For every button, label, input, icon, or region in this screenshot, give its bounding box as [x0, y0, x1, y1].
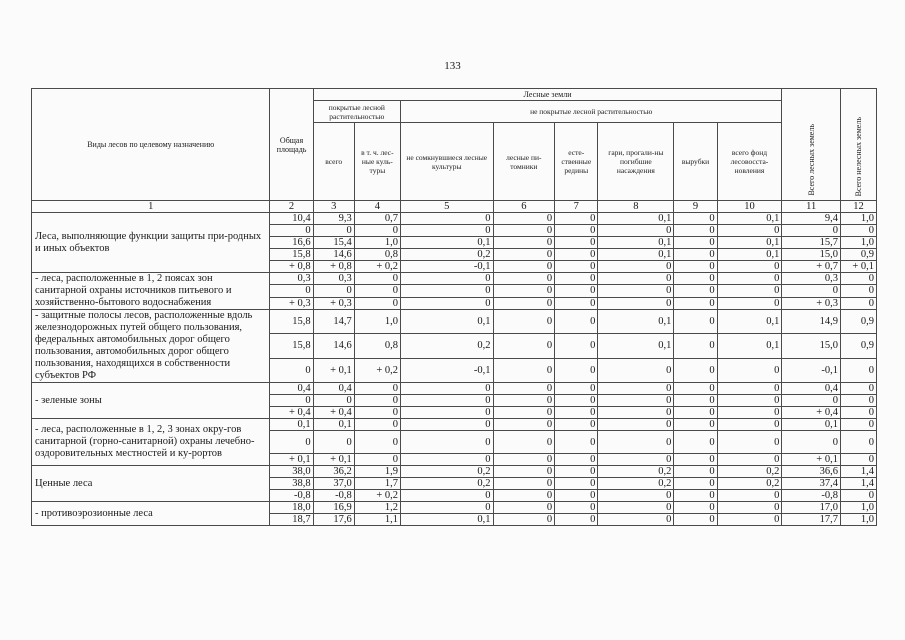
table-cell: 0: [674, 273, 717, 285]
table-cell: + 0,2: [354, 261, 400, 273]
column-number: 4: [354, 201, 400, 213]
table-cell: 17,7: [782, 514, 841, 526]
table-cell: 0: [401, 273, 494, 285]
table-cell: 0: [555, 490, 598, 502]
table-cell: 0: [840, 383, 876, 395]
table-cell: 0: [555, 358, 598, 382]
table-cell: 1,4: [840, 478, 876, 490]
category-label: - защитные полосы лесов, расположенные вдоль железнодорожных путей общего пользования, федеральных автомобильных дорог общего пользования, автомобильных дорог общего пользования, находящихся в собственности субъектов РФ: [32, 310, 270, 383]
table-cell: 0: [555, 237, 598, 249]
table-cell: 0: [717, 502, 782, 514]
table-cell: 17,0: [782, 502, 841, 514]
table-cell: 0: [674, 297, 717, 309]
table-cell: 0: [598, 358, 674, 382]
table-cell: 18,0: [270, 502, 313, 514]
table-cell: 1,2: [354, 502, 400, 514]
table-cell: 0: [598, 285, 674, 297]
header-forest-lands: Лесные земли: [313, 89, 782, 101]
table-cell: 0: [555, 431, 598, 454]
column-number: 7: [555, 201, 598, 213]
table-cell: 10,4: [270, 213, 313, 225]
table-cell: 0: [493, 310, 555, 334]
table-cell: 1,0: [354, 237, 400, 249]
table-cell: + 0,4: [313, 407, 354, 419]
table-cell: 1,0: [840, 502, 876, 514]
table-cell: + 0,2: [354, 490, 400, 502]
table-cell: 0: [354, 297, 400, 309]
table-cell: 0,2: [717, 478, 782, 490]
table-cell: 0: [674, 490, 717, 502]
header-covered-total: всего: [313, 123, 354, 201]
table-cell: 0: [717, 490, 782, 502]
table-cell: 0: [674, 514, 717, 526]
table-cell: -0,8: [782, 490, 841, 502]
table-cell: 0: [674, 334, 717, 358]
column-number: 3: [313, 201, 354, 213]
table-cell: + 0,8: [313, 261, 354, 273]
table-cell: 37,0: [313, 478, 354, 490]
table-cell: + 0,4: [270, 407, 313, 419]
table-cell: + 0,2: [354, 358, 400, 382]
table-cell: 0,1: [401, 514, 494, 526]
table-cell: 0: [674, 454, 717, 466]
forest-lands-table: [31, 88, 877, 526]
column-number: 1: [32, 201, 270, 213]
table-cell: 0: [674, 225, 717, 237]
table-cell: 0: [401, 213, 494, 225]
table-cell: 0: [674, 358, 717, 382]
table-cell: 0,1: [598, 213, 674, 225]
table-cell: 0: [840, 395, 876, 407]
column-number: 8: [598, 201, 674, 213]
table-cell: 15,0: [782, 334, 841, 358]
table-cell: 0: [717, 383, 782, 395]
table-cell: 0: [717, 454, 782, 466]
table-cell: 0: [717, 395, 782, 407]
table-cell: 15,8: [270, 249, 313, 261]
table-cell: 0: [493, 273, 555, 285]
table-cell: 0: [555, 225, 598, 237]
table-cell: 0,1: [401, 310, 494, 334]
table-cell: 0,2: [717, 466, 782, 478]
table-cell: 0: [555, 478, 598, 490]
table-cell: 0: [401, 419, 494, 431]
table-cell: 0: [354, 407, 400, 419]
table-cell: 0: [401, 225, 494, 237]
table-cell: 16,9: [313, 502, 354, 514]
header-nurseries: лесные пи-томники: [493, 123, 555, 201]
table-cell: 0,7: [354, 213, 400, 225]
table-cell: 1,0: [840, 237, 876, 249]
table-cell: 0: [674, 407, 717, 419]
table-cell: 0,1: [598, 237, 674, 249]
table-cell: 0: [674, 431, 717, 454]
table-cell: 9,4: [782, 213, 841, 225]
table-cell: 0: [493, 514, 555, 526]
table-cell: 0: [270, 395, 313, 407]
table-cell: 0: [401, 395, 494, 407]
table-cell: 17,6: [313, 514, 354, 526]
header-glades: есте-ственные редины: [555, 123, 598, 201]
table-cell: 0,1: [717, 334, 782, 358]
table-cell: 0,1: [717, 213, 782, 225]
table-cell: 0: [674, 478, 717, 490]
table-cell: 0,3: [782, 273, 841, 285]
table-cell: 1,0: [840, 514, 876, 526]
column-number: 6: [493, 201, 555, 213]
header-not-covered: не покрытые лесной растительностью: [401, 101, 782, 123]
table-cell: 0: [493, 431, 555, 454]
table-cell: 0: [840, 431, 876, 454]
table-cell: 0,8: [354, 334, 400, 358]
table-cell: -0,1: [401, 261, 494, 273]
table-cell: 14,6: [313, 334, 354, 358]
table-cell: 0,4: [313, 383, 354, 395]
table-cell: 0,1: [782, 419, 841, 431]
table-cell: 0: [717, 285, 782, 297]
table-cell: 15,4: [313, 237, 354, 249]
column-number: 10: [717, 201, 782, 213]
table-cell: 0: [401, 383, 494, 395]
header-type: Виды лесов по целевому назначению: [32, 89, 270, 201]
table-cell: 1,7: [354, 478, 400, 490]
table-row: [32, 466, 877, 478]
table-row: [32, 213, 877, 225]
table-cell: 0,1: [717, 237, 782, 249]
table-cell: 0: [598, 395, 674, 407]
table-cell: 0,9: [840, 310, 876, 334]
table-cell: 0: [555, 502, 598, 514]
table-cell: + 0,3: [782, 297, 841, 309]
table-cell: 0: [493, 358, 555, 382]
table-cell: 0: [717, 431, 782, 454]
table-cell: 0: [354, 419, 400, 431]
table-cell: 0,2: [401, 249, 494, 261]
table-cell: -0,1: [401, 358, 494, 382]
table-cell: 0: [674, 261, 717, 273]
table-cell: 0: [674, 285, 717, 297]
table-cell: 0: [598, 431, 674, 454]
category-label: Ценные леса: [32, 466, 270, 502]
table-cell: 0,2: [401, 466, 494, 478]
table-cell: 0: [555, 466, 598, 478]
header-clearings: вырубки: [674, 123, 717, 201]
table-cell: 0: [493, 502, 555, 514]
table-cell: 0: [493, 383, 555, 395]
table-cell: 0: [840, 225, 876, 237]
table-cell: 0: [840, 297, 876, 309]
table-cell: 0,1: [270, 419, 313, 431]
table-cell: 0: [674, 419, 717, 431]
table-cell: 0,1: [717, 249, 782, 261]
table-cell: 36,6: [782, 466, 841, 478]
header-burnt: гари, прогали-ны погибшие насаждения: [598, 123, 674, 201]
column-number: 2: [270, 201, 313, 213]
table-cell: 0: [270, 285, 313, 297]
table-cell: 0: [598, 490, 674, 502]
table-cell: 0: [354, 431, 400, 454]
table-cell: 0: [555, 249, 598, 261]
table-cell: 0: [598, 454, 674, 466]
table-cell: -0,8: [313, 490, 354, 502]
table-cell: 0,1: [717, 310, 782, 334]
table-body: [32, 201, 877, 526]
table-cell: 0,1: [598, 310, 674, 334]
table-cell: 0: [782, 225, 841, 237]
table-cell: + 0,1: [270, 454, 313, 466]
table-cell: 37,4: [782, 478, 841, 490]
table-cell: 0: [674, 237, 717, 249]
table-cell: 1,0: [354, 310, 400, 334]
table-cell: 38,0: [270, 466, 313, 478]
table-cell: 9,3: [313, 213, 354, 225]
table-cell: 0,1: [401, 237, 494, 249]
table-cell: 0,8: [354, 249, 400, 261]
table-cell: 0: [401, 490, 494, 502]
table-cell: 0: [401, 454, 494, 466]
table-cell: 0: [782, 285, 841, 297]
table-cell: 0: [840, 407, 876, 419]
table-cell: 0,1: [598, 249, 674, 261]
table-cell: 38,8: [270, 478, 313, 490]
table-cell: 0: [717, 514, 782, 526]
table-cell: 1,0: [840, 213, 876, 225]
table-cell: + 0,1: [782, 454, 841, 466]
column-number: 11: [782, 201, 841, 213]
table-cell: 0: [401, 502, 494, 514]
table-cell: 14,7: [313, 310, 354, 334]
table-cell: + 0,3: [270, 297, 313, 309]
table-cell: 0: [674, 383, 717, 395]
column-number: 9: [674, 201, 717, 213]
table-cell: 0,1: [598, 334, 674, 358]
table-cell: + 0,7: [782, 261, 841, 273]
table-cell: 0: [493, 249, 555, 261]
table-cell: 0,2: [598, 478, 674, 490]
table-cell: 1,4: [840, 466, 876, 478]
table-cell: 0: [674, 502, 717, 514]
table-cell: 0,3: [270, 273, 313, 285]
table-cell: 0: [354, 225, 400, 237]
table-cell: 0: [401, 407, 494, 419]
table-cell: 0,4: [270, 383, 313, 395]
table-cell: 0: [313, 431, 354, 454]
table-cell: 0,2: [401, 334, 494, 358]
table-row: [32, 502, 877, 514]
table-cell: 15,8: [270, 310, 313, 334]
table-cell: 0: [555, 419, 598, 431]
table-cell: 0: [401, 297, 494, 309]
table-cell: 0: [598, 273, 674, 285]
header-covered: покрытые лесной растительностью: [313, 101, 400, 123]
table-cell: 0: [354, 454, 400, 466]
table-cell: 0: [555, 285, 598, 297]
table-cell: 0: [674, 466, 717, 478]
table-cell: 0: [555, 514, 598, 526]
table-cell: 15,7: [782, 237, 841, 249]
table-cell: 0: [354, 395, 400, 407]
table-cell: 0: [840, 490, 876, 502]
column-number-row: [32, 201, 877, 213]
table-cell: 0: [674, 395, 717, 407]
category-label: - леса, расположенные в 1, 2 поясах зон санитарной охраны источников питьевого и хозяйственно-бытового водоснабжения: [32, 273, 270, 310]
page-number: 133: [444, 60, 461, 72]
table-cell: 36,2: [313, 466, 354, 478]
category-label: - леса, расположенные в 1, 2, 3 зонах окру-гов санитарной (горно-санитарной) охраны лечебно-оздоровительных местностей и ку-рортов: [32, 419, 270, 466]
table-cell: + 0,1: [840, 261, 876, 273]
table-cell: 0: [493, 261, 555, 273]
category-label: Леса, выполняющие функции защиты при-родных и иных объектов: [32, 213, 270, 273]
table-cell: 15,8: [270, 334, 313, 358]
table-cell: 0: [555, 310, 598, 334]
table-cell: -0,8: [270, 490, 313, 502]
table-cell: 0: [674, 310, 717, 334]
table-cell: 1,9: [354, 466, 400, 478]
table-cell: 0: [493, 395, 555, 407]
table-row: [32, 383, 877, 395]
table-cell: 18,7: [270, 514, 313, 526]
table-cell: 0: [598, 502, 674, 514]
table-cell: 0: [782, 431, 841, 454]
table-cell: + 0,4: [782, 407, 841, 419]
table-cell: 0,2: [401, 478, 494, 490]
table-cell: 0: [270, 225, 313, 237]
table-cell: 0,1: [313, 419, 354, 431]
table-cell: 0: [493, 213, 555, 225]
table-cell: 0,9: [840, 334, 876, 358]
table-cell: 0: [840, 285, 876, 297]
table-cell: 0: [717, 358, 782, 382]
table-cell: 0: [401, 285, 494, 297]
table-cell: 0: [493, 490, 555, 502]
table-cell: 0: [840, 358, 876, 382]
category-label: - противоэрозионные леса: [32, 502, 270, 526]
table-cell: 0: [493, 225, 555, 237]
table-cell: 0: [555, 395, 598, 407]
table-cell: + 0,3: [313, 297, 354, 309]
header-unclosed: не сомкнувшиеся лесные культуры: [401, 123, 494, 201]
column-number: 5: [401, 201, 494, 213]
category-label: - зеленые зоны: [32, 383, 270, 419]
table-cell: + 0,8: [270, 261, 313, 273]
table-cell: 0: [555, 454, 598, 466]
table-cell: 0: [555, 334, 598, 358]
table-cell: 0: [598, 514, 674, 526]
table-cell: 0: [555, 213, 598, 225]
table-cell: 0: [493, 478, 555, 490]
table-cell: 0: [270, 358, 313, 382]
table-cell: 0: [717, 273, 782, 285]
table-cell: 0: [354, 383, 400, 395]
table-cell: 0: [555, 407, 598, 419]
table-cell: 0: [598, 419, 674, 431]
table-cell: 0: [717, 225, 782, 237]
table-cell: 0: [354, 273, 400, 285]
table-cell: 0: [354, 285, 400, 297]
table-cell: 0: [674, 249, 717, 261]
column-number: 12: [840, 201, 876, 213]
table-cell: 14,9: [782, 310, 841, 334]
table-cell: 15,0: [782, 249, 841, 261]
table-cell: 0: [840, 454, 876, 466]
table-cell: 0: [313, 225, 354, 237]
table-row: [32, 419, 877, 431]
header-total-nonforest: Всего нелесных земель: [840, 89, 876, 201]
table-cell: 0: [717, 419, 782, 431]
table-cell: 0: [840, 419, 876, 431]
table-cell: 0: [717, 261, 782, 273]
table-cell: 0: [493, 334, 555, 358]
table-cell: 0,3: [313, 273, 354, 285]
table-cell: 0: [717, 407, 782, 419]
table-cell: 0: [493, 407, 555, 419]
table-cell: 1,1: [354, 514, 400, 526]
table-cell: 0: [598, 261, 674, 273]
table-row: [32, 310, 877, 334]
table-row: [32, 273, 877, 285]
table-cell: 0: [313, 285, 354, 297]
table-cell: 0: [555, 297, 598, 309]
table-cell: + 0,1: [313, 454, 354, 466]
table-cell: 0: [493, 454, 555, 466]
table-cell: 14,6: [313, 249, 354, 261]
header-total-area: Общая площадь: [270, 89, 313, 201]
table-cell: 0: [782, 395, 841, 407]
table-cell: 0: [270, 431, 313, 454]
header-total-forest: Всего лесных земель: [782, 89, 841, 201]
header-reforest-fund: всего фонд лесовосста-новления: [717, 123, 782, 201]
table-cell: + 0,1: [313, 358, 354, 382]
table-cell: 0,4: [782, 383, 841, 395]
table-cell: 0: [493, 237, 555, 249]
table-cell: 0: [598, 225, 674, 237]
table-cell: 0: [717, 297, 782, 309]
table-cell: 0: [598, 407, 674, 419]
table-cell: 0: [401, 431, 494, 454]
table-cell: 0: [840, 273, 876, 285]
table-cell: 0,9: [840, 249, 876, 261]
table-cell: 0: [555, 383, 598, 395]
table-cell: 0: [493, 419, 555, 431]
table-cell: 0: [555, 261, 598, 273]
table-cell: -0,1: [782, 358, 841, 382]
table-cell: 16,6: [270, 237, 313, 249]
header-covered-cultures: в т. ч. лес-ные куль-туры: [354, 123, 400, 201]
table-cell: 0: [598, 383, 674, 395]
table-cell: 0: [674, 213, 717, 225]
table-cell: 0: [493, 285, 555, 297]
table-cell: 0,2: [598, 466, 674, 478]
table-cell: 0: [313, 395, 354, 407]
table-cell: 0: [555, 273, 598, 285]
table-cell: 0: [598, 297, 674, 309]
table-cell: 0: [493, 466, 555, 478]
table-cell: 0: [493, 297, 555, 309]
